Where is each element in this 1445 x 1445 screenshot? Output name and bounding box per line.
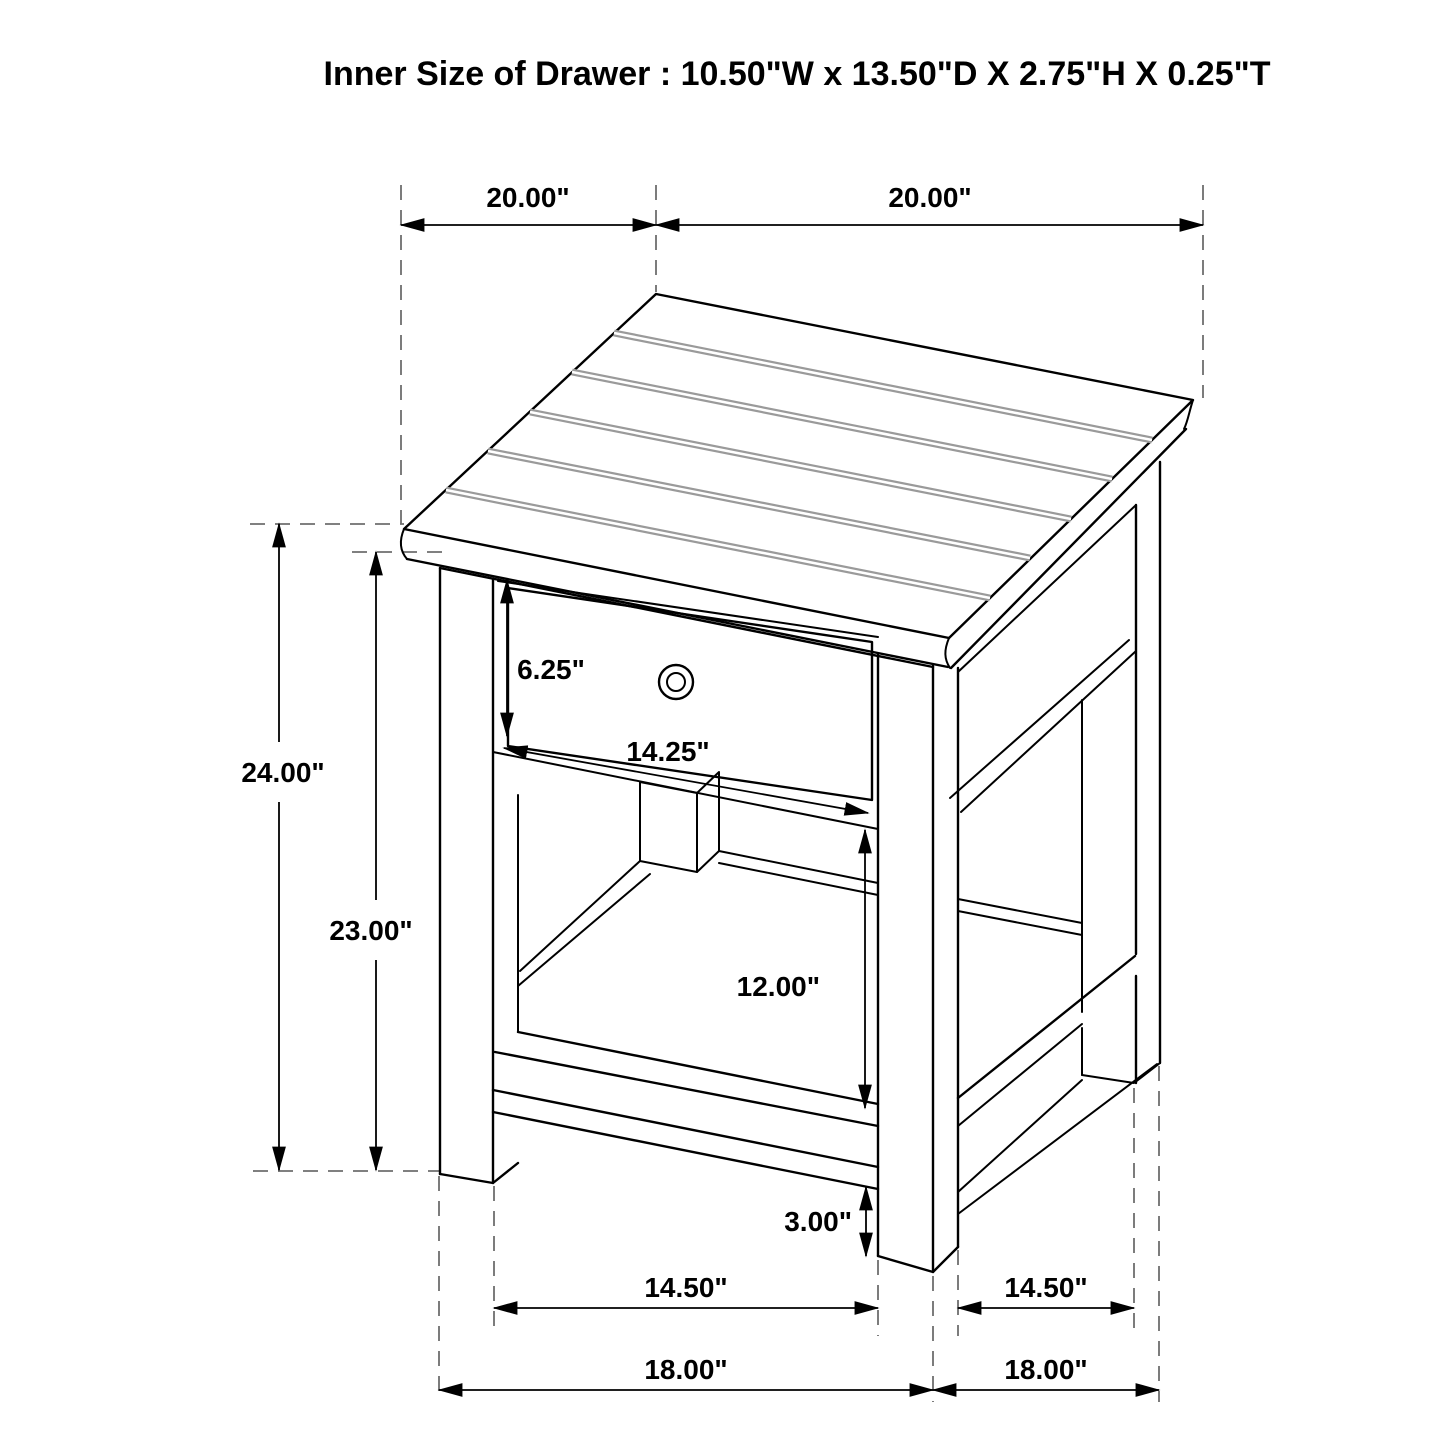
divider-side-face bbox=[697, 772, 719, 872]
tabletop bbox=[401, 294, 1193, 668]
dim-top-depth-label: 20.00" bbox=[486, 182, 570, 213]
divider-front-face bbox=[640, 782, 697, 872]
right-side-structure bbox=[950, 505, 1136, 1075]
leg-fr-bottom bbox=[878, 1247, 958, 1272]
dimension-lines bbox=[279, 225, 1203, 1390]
plank-gap-5 bbox=[614, 333, 1152, 440]
leg-fl-bottom bbox=[440, 1163, 518, 1183]
dim-overall-height-label: 24.00" bbox=[241, 757, 325, 788]
dim-drawer-height-label: 6.25" bbox=[517, 654, 585, 685]
drawer-support-rail-upper bbox=[719, 851, 1082, 923]
divider-runner-upper bbox=[520, 861, 640, 971]
drawer-face bbox=[508, 588, 872, 800]
plank-gap-1 bbox=[446, 490, 990, 598]
drawer-knob-icon bbox=[659, 665, 693, 699]
drawer bbox=[493, 588, 878, 829]
dim-side-leg-span-label: 14.50" bbox=[1004, 1272, 1088, 1303]
stretcher-right-bottom-edge bbox=[958, 1064, 1157, 1214]
diagram-title: Inner Size of Drawer : 10.50"W x 13.50"D X 2.75"H X 0.25"T bbox=[323, 55, 1271, 93]
dim-front-leg-span-label: 14.50" bbox=[644, 1272, 728, 1303]
stretcher-front-bottom-edge bbox=[493, 1112, 878, 1189]
front-right-leg bbox=[878, 655, 958, 1272]
extension-lines bbox=[250, 185, 1203, 1402]
shelf-right-top-edge bbox=[958, 956, 1135, 1098]
plank-gap-2 bbox=[488, 451, 1030, 558]
dim-foot-height-label: 3.00" bbox=[784, 1206, 852, 1237]
bottom-stretchers bbox=[493, 1064, 1157, 1214]
dim-leg-height-label: 23.00" bbox=[329, 915, 413, 946]
leg-br-bottom bbox=[1082, 1063, 1160, 1083]
drawer-support-rail-lower bbox=[719, 863, 1082, 935]
plank-gap-3 bbox=[530, 412, 1071, 519]
dim-top-width-label: 20.00" bbox=[888, 182, 972, 213]
dim-shelf-clearance-label: 12.00" bbox=[736, 971, 820, 1002]
center-divider bbox=[518, 772, 1082, 986]
tabletop-corner-bevel-left bbox=[401, 529, 407, 559]
shelf-right-bottom-edge bbox=[958, 1024, 1082, 1126]
drawer-opening-top-edge bbox=[498, 581, 878, 637]
side-rail-bottom-edge bbox=[958, 505, 1136, 672]
end-table-drawing bbox=[401, 294, 1193, 1272]
drawer-knob-inner-icon bbox=[667, 673, 685, 691]
stretcher-front-top-edge bbox=[493, 1090, 878, 1167]
stretcher-right-top-edge bbox=[958, 1080, 1082, 1192]
drawer-side-lower-edge bbox=[961, 651, 1136, 812]
dim-side-base-label: 18.00" bbox=[1004, 1354, 1088, 1385]
dim-front-base-label: 18.00" bbox=[644, 1354, 728, 1385]
dim-drawer-width-label: 14.25" bbox=[626, 736, 710, 767]
plank-gap-4 bbox=[572, 372, 1112, 479]
divider-runner-lower bbox=[518, 874, 650, 986]
drawer-side-upper-edge bbox=[950, 640, 1129, 798]
tabletop-corner-bevel-front bbox=[945, 638, 950, 668]
shelf-front-bottom-edge bbox=[495, 1052, 878, 1126]
